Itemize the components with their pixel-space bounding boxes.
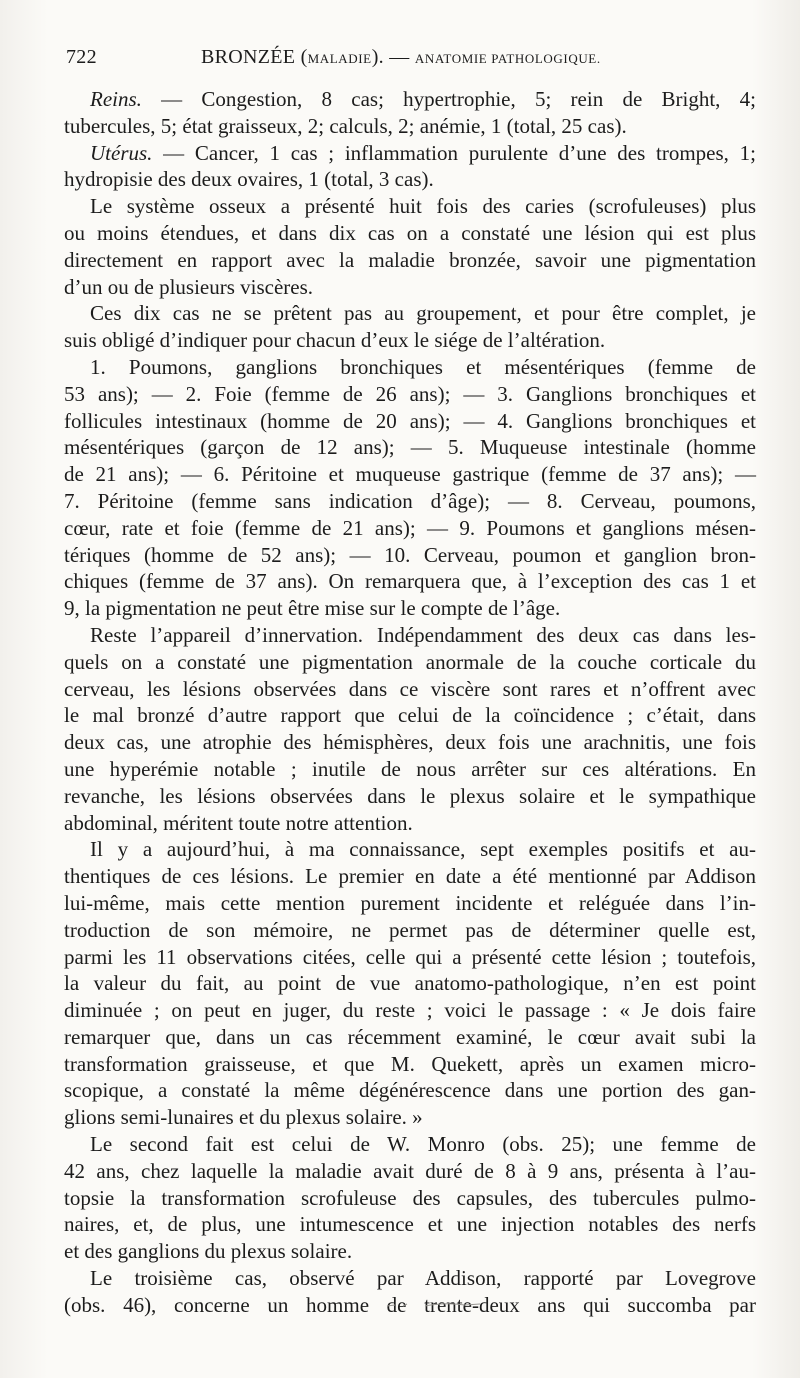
text-line [64, 1158, 756, 1185]
text-line [64, 783, 756, 810]
line-text: tubercules, 5; état graisseux, 2; calculs, 2; anémie, 1 (total, 25 cas). [64, 113, 627, 138]
line-text: et des ganglions du plexus solaire. [64, 1239, 353, 1264]
line-text: hydropisie des deux ovaires, 1 (total, 3 cas). [64, 167, 434, 192]
text-line [64, 622, 756, 649]
text-line [64, 1185, 756, 1212]
text-line [64, 595, 756, 622]
ink-smudge [385, 1300, 495, 1308]
line-text: 42 ans, chez laquelle la maladie avait duré de 8 à 9 ans, présenta à l’au- [64, 1158, 756, 1183]
line-text: — Cancer, 1 cas ; inflammation purulente d’une des trompes, 1; [152, 140, 756, 165]
text-line [64, 702, 756, 729]
section-label: Reins. [90, 87, 142, 111]
line-text: Le troisième cas, observé par Addison, rapporté par Lovegrove [90, 1266, 756, 1291]
line-text: 53 ans); — 2. Foie (femme de 26 ans); — 3. Ganglions bronchiques et [64, 381, 756, 406]
text-line [64, 997, 756, 1024]
running-title-section: ANATOMIE PATHOLOGIQUE. [414, 51, 601, 66]
running-title [201, 46, 601, 69]
text-line [64, 354, 756, 381]
text-line [64, 140, 756, 167]
line-text: naires, et, de plus, une intumescence et une injection notables des nerfs [64, 1212, 756, 1237]
text-line [64, 166, 756, 193]
line-text: Ces dix cas ne se prêtent pas au groupement, et pour être complet, je [90, 301, 756, 326]
line-text: cerveau, les lésions observées dans ce viscère sont rares et n’offrent avec [64, 676, 756, 701]
line-text: 9, la pigmentation ne peut être mise sur le compte de l’âge. [64, 596, 561, 621]
text-line [64, 300, 756, 327]
text-line [64, 756, 756, 783]
line-text: scopique, a constaté la même dégénérescence dans une portion des gan- [64, 1078, 756, 1103]
line-text: topsie la transformation scrofuleuse des capsules, des tubercules pulmo- [64, 1185, 756, 1210]
text-line [64, 729, 756, 756]
line-text: suis obligé d’indiquer pour chacun d’eux le siége de l’altération. [64, 328, 606, 353]
running-title-main: BRONZÉE ( [201, 46, 308, 68]
text-line [64, 274, 756, 301]
line-text: tériques (homme de 52 ans); — 10. Cerveau, poumon et ganglion bron- [64, 542, 756, 567]
line-text: lui-même, mais cette mention purement incidente et reléguée dans l’in- [64, 890, 756, 915]
line-text: ou moins étendues, et dans dix cas on a constaté une lésion qui est plus [64, 220, 756, 245]
line-text: Le second fait est celui de W. Monro (obs. 25); une femme de [90, 1132, 756, 1157]
text-line [64, 1238, 756, 1265]
line-text: glions semi-lunaires et du plexus solaire. » [64, 1105, 423, 1130]
line-text: la valeur du fait, au point de vue anatomo-pathologique, n’en est point [64, 971, 756, 996]
line-text: cœur, rate et foie (femme de 21 ans); — 9. Poumons et ganglions mésen- [64, 515, 756, 540]
text-line [64, 1265, 756, 1292]
page-number: 722 [66, 46, 97, 68]
line-text: parmi les 11 observations citées, celle qui a présenté cette lésion ; toutefois, [64, 944, 756, 969]
line-text: une hyperémie notable ; inutile de nous arrêter sur ces altérations. En [64, 756, 756, 781]
text-line [64, 1024, 756, 1051]
text-line [64, 515, 756, 542]
text-line [64, 461, 756, 488]
line-text: remarquer que, dans un cas récemment examiné, le cœur avait subi la [64, 1024, 756, 1049]
line-text: d’un ou de plusieurs viscères. [64, 274, 314, 299]
line-text: diminuée ; on peut en juger, du reste ; voici le passage : « Je dois faire [64, 998, 756, 1023]
text-line [64, 247, 756, 274]
text-line [64, 810, 756, 837]
text-line [64, 381, 756, 408]
text-line [64, 113, 756, 140]
line-text: — Congestion, 8 cas; hypertrophie, 5; rein de Bright, 4; [141, 87, 756, 111]
line-text: Il y a aujourd’hui, à ma connaissance, sept exemples positifs et au- [90, 837, 756, 862]
line-text: (obs. 46), concerne un homme de trente-deux ans qui succomba par [64, 1292, 756, 1317]
line-text: quels on a constaté une pigmentation anormale de la couche corticale du [64, 649, 756, 674]
text-line [64, 890, 756, 917]
text-line [64, 488, 756, 515]
running-title-smallcaps: MALADIE [307, 51, 372, 66]
line-text: revanche, les lésions observées dans le plexus solaire et le sympathique [64, 783, 756, 808]
text-line [64, 86, 756, 113]
line-text: follicules intestinaux (homme de 20 ans); — 4. Ganglions bronchiques et [64, 408, 756, 433]
text-line [64, 970, 756, 997]
text-line [64, 1131, 756, 1158]
line-text: deux cas, une atrophie des hémisphères, deux fois une arachnitis, une fois [64, 730, 756, 755]
text-line [64, 193, 756, 220]
line-text: directement en rapport avec la maladie bronzée, savoir une pigmentation [64, 247, 756, 272]
line-text: thentiques de ces lésions. Le premier en date a été mentionné par Addison [64, 864, 756, 889]
body-text [64, 86, 756, 1319]
line-text: chiques (femme de 37 ans). On remarquera que, à l’exception des cas 1 et [64, 569, 756, 594]
line-text: le mal bronzé d’autre rapport que celui de la coïncidence ; c’était, dans [64, 703, 756, 728]
line-text: transformation graisseuse, et que M. Quekett, après un examen micro- [64, 1051, 756, 1076]
text-line [64, 863, 756, 890]
text-line [64, 542, 756, 569]
text-line [64, 1104, 756, 1131]
line-text: Reste l’appareil d’innervation. Indépendamment des deux cas dans les- [90, 622, 756, 647]
text-line [64, 220, 756, 247]
running-head [66, 46, 756, 76]
line-text: de 21 ans); — 6. Péritoine et muqueuse gastrique (femme de 37 ans); — [64, 462, 756, 487]
section-label: Utérus. [90, 140, 153, 165]
text-line [64, 1211, 756, 1238]
line-text: troduction de son mémoire, ne permet pas de déterminer quelle est, [64, 917, 756, 942]
running-title-after: ). — [371, 46, 415, 68]
text-line [64, 944, 756, 971]
text-line [64, 568, 756, 595]
line-text: Le système osseux a présenté huit fois des caries (scrofuleuses) plus [90, 194, 756, 219]
text-line [64, 836, 756, 863]
text-line [64, 434, 756, 461]
text-line [64, 327, 756, 354]
text-line [64, 917, 756, 944]
text-line [64, 408, 756, 435]
text-line [64, 676, 756, 703]
line-text: 7. Péritoine (femme sans indication d’âge); — 8. Cerveau, poumons, [64, 488, 756, 513]
text-line [64, 1051, 756, 1078]
line-text: mésentériques (garçon de 12 ans); — 5. Muqueuse intestinale (homme [64, 435, 756, 460]
line-text: abdominal, méritent toute notre attention. [64, 810, 413, 835]
text-line [64, 649, 756, 676]
line-text: 1. Poumons, ganglions bronchiques et mésentériques (femme de [90, 354, 756, 379]
text-line [64, 1077, 756, 1104]
